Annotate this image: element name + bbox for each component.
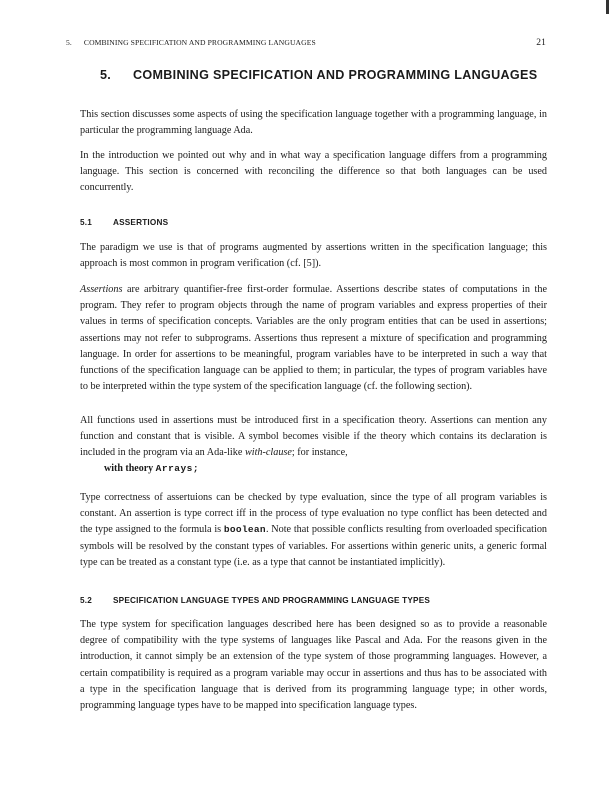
section-heading-5-1: 5.1 ASSERTIONS [80,218,169,227]
code-keyword: with theory [104,463,154,474]
assertions-paragraph-3: All functions used in assertions must be introduced first in a specification theory. Assertions can mention any function and constant that is visible. A symbol becomes visible if the theory which contains its declaration is included in the program via an Ada-like with-clause; for instance, [80,415,547,459]
chapter-number: 5. [100,68,112,82]
assertions-paragraph-4: Type correctness of assertuions can be checked by type evaluation, since the type of all program variables is constant. An assertion is type correct iff in the process of type evaluation no type conflict has been detected and the type assigned to the formula is boolean. Note that possible conflicts resulting from overloaded specification symbols will be resolved by the constant types of variables. For assertions within generic units, a generic formal type can be treated as a constant type (i.e. as a type that cannot be instantiated implicitly). [80,492,548,568]
assertions-paragraph-2: Assertions are arbitrary quantifier-free first-order formulae. Assertions describe states of computations in the program. They refer to program objects through the name of program variables and express properties of their values in terms of specification concepts. Variables are the only program entities that can be used in assertions; assertions may not refer to subprograms. Assertions thus represent a mixture of specification and programming language. In order for assertions to be meaningful, program variables have to be interpreted in such a way that functions of the specification language can be applied to them; in particular, the types of program variables have to be interpreted within the type system of the specification language (cf. the following section). [80,284,547,393]
page-number: 21 [536,38,546,48]
code-boolean: boolean [223,524,266,536]
intro-paragraph-1: This section discusses some aspects of using the specification language together with a programming language, in particular the programming language Ada. [80,109,547,137]
code-example [104,463,199,474]
types-paragraph-1: The type system for specification languages described here has been designed so as to provide a reasonable degree of compatibility with the type systems of languages like Pascal and Ada. For the reasons given in the introduction, it cannot simply be an extension of the type system of those programming languages. However, a certain compatibility is required as a program variable may occur in assertions and thus has to be associated with a type in the specification language that is derived from its programming language type; in other words, programming language types have to be mapped into specification language types. [80,619,547,712]
term-assertions: Assertions [80,284,123,295]
section-heading-5-2: 5.2 SPECIFICATION LANGUAGE TYPES AND PROGRAMMING LANGUAGE TYPES [80,596,431,605]
chapter-title [100,68,537,82]
term-with-clause: with-clause [244,447,292,459]
chapter-title-text: COMBINING SPECIFICATION AND PROGRAMMING LANGUAGES [133,68,538,82]
intro-paragraph-2: In the introduction we pointed out why and in what way a specification language differs from a programming language. This section is concerned with reconciling the difference so that both languages can be used concurrently. [80,150,547,194]
code-identifier: Arrays; [155,463,200,474]
assertions-paragraph-1: The paradigm we use is that of programs augmented by assertions written in the specification language; this approach is most common in program verification (cf. [5]). [80,242,547,270]
running-header-title: 5. COMBINING SPECIFICATION AND PROGRAMMING LANGUAGES [66,38,316,47]
running-header [66,38,546,48]
scan-edge-mark [606,0,609,14]
